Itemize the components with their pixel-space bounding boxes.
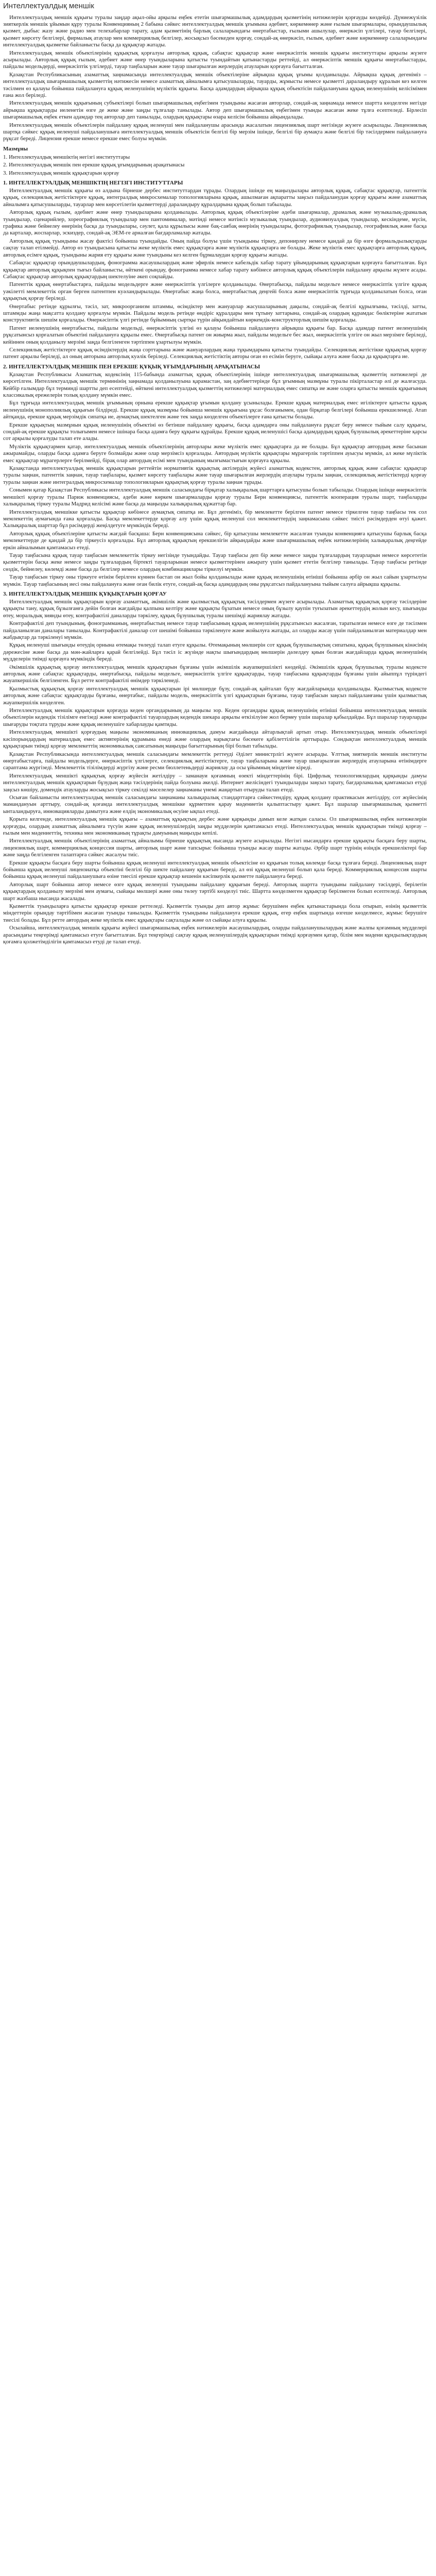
section-heading: 3. ИНТЕЛЛЕКТУАЛДЫҚ МЕНШІК ҚҰҚЫҚТАРЫН ҚОРҒАУ <box>3 590 167 597</box>
table-of-contents <box>3 146 427 177</box>
section-paragraph: Патенттік құқық өнертабыстарға, пайдалы модельдерге және өнеркәсіптік үлгілерге қолданылады. Өнертабысқа, пайдалы модельге немесе өнеркәсіптік үлгіге құқық уәкілетті мемлекеттік орган берген патентпен куәландырылады. Өнертабыс жаңа болса, өнертабыстық деңгейі болса және өнеркәсіптік тұрғыда қолданылатын болса, оған құқықтық қорғау беріледі. <box>3 281 427 302</box>
section-paragraph: Қылмыстық құқықтық қорғау интеллектуалдық меншік құқықтарын ірі мөлшерде бұзу, сондай-ақ қайталап бұзу жағдайларында қолданылады. Қылмыстық кодексте авторлық және сабақтас құқықтарды бұзғаны, өнертабыс, пайдалы модель, өнеркәсіптік үлгі құқықтарын бұзғаны, тауар таңбасын заңсыз пайдаланғаны үшін қылмыстық жауапкершілік көзделген. <box>3 685 427 706</box>
intro-paragraph: Интеллектуалдық меншік құқығы туралы заңдар ақыл-ойы арқылы еңбек ететін шығармашылық адамдардың қызметінің нәтижелерін қорғауды көздейді. Дүниежүзілік зияткерлік меншік ұйымын құру туралы Конвенцияның 2 бабына сәйкес интеллектуалдық меншік ұғымына әдебиет, көркемөнер және ғылым шығармалары, орындаушылық қызмет, дыбыс жазу және радио мен телехабарлар тарату, адам қызметінің барлық салаларындағы өнертабыстар, ғылыми ашылулар, өнеркәсіп үлгілері, тауар белгілері, қызмет көрсету белгілері, фирмалық атаулар мен коммерциялық белгілер, жосықсыз бәсекеден қорғау, сондай-ақ өнеркәсіп, ғылым, әдебиет және көркемөнер салаларындағы интеллектуалдық қызметке байланысты басқа да құқықтар жатады. <box>3 14 427 48</box>
section-paragraph: Интеллектуалдық меншік құқығы өз алдына бірнеше дербес институттардан тұрады. Олардың ішінде ең маңыздылары авторлық құқық, сабақтас құқықтар, патенттік құқық, селекциялық жетістіктерге құқық, интегралдық микросхемалар топологияларына құқық, ашылмаған ақпаратты заңсыз пайдаланудан қорғау құқығы және азаматтық айналымға қатысушыларды, тауарлар мен көрсетілетін қызметтерді дараландыру құралдарына құқық болып табылады. <box>3 188 427 208</box>
toc-title: Мазмұны <box>3 145 28 152</box>
intro-paragraph: Интеллектуалдық меншік объектілерін пайдалану құқық иеленуші мен пайдаланушы арасында жасалатын лицензиялық шарт негізінде жүзеге асырылады. Лицензиялық шартқа сәйкес құқық иеленуші пайдаланушыға интеллектуалдық меншік объектісін белгілі бір мерзім ішінде, белгілі бір аумақта және белгілі бір тәсілдермен пайдалануға рұқсат береді. Лицензия ерекше немесе ерекше емес болуы мүмкін. <box>3 122 427 142</box>
section-paragraph: Әкімшілік құқықтық қорғау интеллектуалдық меншік құқықтарын бұзғаны үшін әкімшілік жауапкершілікті көздейді. Әкімшілік құқық бұзушылық туралы кодексте авторлық және сабақтас құқықтарды, өнертабысқа, пайдалы модельге, өнеркәсіптік үлгіге құқықтарды, тауар таңбасына құқықтарды бұзғаны үшін айыппұл түріндегі жауапкершілік белгіленген. Бұл ретте контрафактілі өнімдер тәркіленеді. <box>3 664 427 684</box>
section-paragraph: Интеллектуалдық меншік құқықтарын қорғау азаматтық, әкімшілік және қылмыстық құқықтық тәсілдермен жүзеге асырылады. Азаматтық құқықтық қорғау тәсілдеріне құқықты тану, құқық бұзылғанға дейін болған жағдайды қалпына келтіру және құқықты бұзатын немесе оның бұзылу қаупін туғызатын әрекеттердің жолын кесу, шығынды өтеу, моральдық зиянды өтеу, контрафактілі даналарды тәркілеу, құқық бұзушылық туралы шешімді жариялау жатады. <box>3 598 427 619</box>
section-paragraph: Авторлық шарт бойынша автор немесе өзге құқық иеленуші туындыны пайдалану құқығын береді. Авторлық шартта туындыны пайдалану тәсілдері, берілетін құқықтардың қолданылу мерзімі мен аумағы, сыйақы мөлшері және оны төлеу тәртібі көзделуі тиіс. Шартта көзделмеген құқықтар берілмеген болып есептеледі. Авторлық шарт жазбаша нысанда жасалады. <box>3 881 427 902</box>
section-paragraph: Мүліктік құқықтармен қатар, интеллектуалдық меншік объектілерінің авторлары жеке мүліктік емес құқықтарға да ие болады. Бұл құқықтар автордың жеке басынан ажырамайды, оларды басқа адамға беруге болмайды және олар мерзімсіз қорғалады. Автордың мүліктік құқықтары мұрагерлік тәртіппен ауысуы мүмкін, ал жеке мүліктік емес құқықтар мұрагерлерге берілмейді, бірақ олар автордың есімі мен туындының мызғымастығын қорғауға құқылы. <box>3 443 427 464</box>
section-paragraph: Интеллектуалдық меншік объектілерінің азаматтық айналымы бірнеше құқықтық нысанда жүзеге асырылады. Негізгі нысандарға ерекше құқықты басқаға беру шарты, лицензиялық шарт, коммерциялық концессия шарты, авторлық шарт және тапсырыс бойынша туынды жасау шарты жатады. Әрбір шарт түрінің өзіндік ерекшеліктері бар және заңда белгіленген талаптарға сәйкес жасалуы тиіс. <box>3 838 427 858</box>
section-heading: 1. ИНТЕЛЛЕКТУАЛДЫҚ МЕНШІКТІҢ НЕГІЗГІ ИНСТИТУТТАРЫ <box>3 180 183 187</box>
section-paragraph: Интеллектуалдық меншік құқықтарын қорғауда кеден органдарының да маңызы зор. Кеден органдары құқық иеленушінің өтініші бойынша интеллектуалдық меншік объектілерін кедендік тізілімге енгізеді және контрафактілі тауарлардың кедендік шекара арқылы өткізілуіне жол бермеу үшін шаралар қабылдайды. Бұл шаралар тауарларды шығаруды тоқтата тұруды және құқық иеленушіге хабарлауды қамтиды. <box>3 707 427 727</box>
section-paragraph: Авторлық құқық объектілеріне қатысты жағдай басқаша: Берн конвенциясына сәйкес, бір қатысушы мемлекетте жасалған туынды конвенцияға қатысушы барлық басқа мемлекеттерде де қандай да бір тіркеусіз қорғалады. Бұл авторлық құқықтың ерекшелігін айқындайды және шығармашылық еңбек нәтижелерінің халықаралық деңгейде еркін айналымын қамтамасыз етеді. <box>3 530 427 551</box>
section <box>3 180 427 361</box>
section-heading: 2. ИНТЕЛЛЕКТУАЛДЫҚ МЕНШІК ПЕН ЕРЕКШЕ ҚҰҚЫҚ ҰҒЫМДАРЫНЫҢ АРАҚАТЫНАСЫ <box>3 363 260 370</box>
section-paragraph: Бұл тұрғыда интеллектуалдық меншік ұғымының орнына ерекше құқықтар ұғымын қолдану ұсынылады. Ерекше құқық материалдық емес игіліктерге қатысты құқық иеленушінің монополиялық құқығын білдіреді. Ерекше құқық мазмұны бойынша меншік құқығына ұқсас болғанымен, одан бірқатар белгілері бойынша ерекшеленеді. Атап айтқанда, ерекше құқық мерзімдік сипатқа ие, аумақтық шектелген және тек заңда көзделген объектілерге ғана қатысты болады. <box>3 400 427 420</box>
section-paragraph: Селекциялық жетістіктерге құқық өсімдіктердің жаңа сорттарына және жануарлардың жаңа тұқымдарына қатысты туындайды. Селекциялық жетістікке құқықтық қорғау патент арқылы беріледі, ал оның авторына авторлық куәлік беріледі. Селекциялық жетістіктің авторы оған өз есімін беруге, сыйақы алуға және басқа да құқықтарға ие. <box>3 346 427 360</box>
section-paragraph: Тауар таңбасын тіркеу оны тіркеуге өтінім берілген күннен бастап он жыл бойы қолданылады және құқық иеленушінің өтініші бойынша әрбір он жыл сайын ұзартылуы мүмкін. Тауар таңбасының иесі оны пайдалануға және оған билік етуге, сондай-ақ басқа адамдардың оны рұқсатсыз пайдалануына тыйым салуға айрықша құқылы. <box>3 574 427 587</box>
section-paragraph: Контрафактілі деп туындының, фонограмманың, өнертабыстың немесе тауар таңбасының құқық иеленушінің рұқсатынсыз жасалған, таратылған немесе өзге де тәсілмен пайдаланылған даналары танылады. Контрафактілі даналар сот шешімі бойынша тәркіленуге және жойылуға жатады, ал оларды жасау үшін пайдаланылған материалдар мен жабдықтар да тәркіленуі мүмкін. <box>3 620 427 640</box>
section-paragraph: Интеллектуалдық меншікті қорғаудың маңызы экономиканың инновациялық дамуы жағдайында айтарлықтай артып отыр. Интеллектуалдық меншік объектілері кәсіпорындардың материалдық емес активтерінің құрамына енеді және олардың нарықтағы бәсекеге қабілеттілігін арттырады. Сондықтан интеллектуалдық меншік құқықтарын тиімді қорғау мемлекеттің экономикалық саясатының маңызды бағыттарының бірі болып табылады. <box>3 729 427 750</box>
section-paragraph: Сабақтас құқықтар орындаушылардың, фонограмма жасаушылардың және эфирлік немесе кабельдік хабар тарату ұйымдарының құқықтарын қорғауға бағытталған. Бұл құқықтар авторлық құқықпен тығыз байланысты, өйткені орындау, фонограмма немесе хабар тарату көбінесе авторлық құқық объектілерін пайдалану арқылы жүзеге асады. Сабақтас құқықтар авторлық құқықтардың шектелуіне әкеп соқпайды. <box>3 260 427 280</box>
section <box>3 364 427 588</box>
section-paragraph: Ерекше құқықтың мазмұнын құқық иеленушінің объектіні өз бетінше пайдалану құқығы, басқа адамдарға оны пайдалануға рұқсат беру немесе тыйым салу құқығы, сондай-ақ ерекше құқықты толығымен немесе ішінара басқа адамға беру құқығы құрайды. Ерекше құқық иеленушісі басқа адамдардың құқық бұзушылық әрекеттеріне қарсы сот арқылы қорғалуды талап ете алады. <box>3 421 427 442</box>
toc-item[interactable]: 3. Интеллектуалдық меншік құқықтарын қорғау <box>3 170 119 176</box>
section-paragraph: Интеллектуалдық меншікті құқықтық қорғау жүйесін жетілдіру – заманауи қоғамның өзекті міндеттерінің бірі. Цифрлық технологиялардың қарқынды дамуы интеллектуалдық меншік құқықтарын бұзудың жаңа тәсілдерінің пайда болуына әкелді. Интернет желісіндегі туындыларды заңсыз тарату, бағдарламалық қамтамасыз етуді заңсыз көшіру, домендік атауларды жосықсыз тіркеу секілді мәселелер заңнаманы үнемі жаңартып отыруды талап етеді. <box>3 772 427 793</box>
section-paragraph: Сонымен қатар Қазақстан Республикасы интеллектуалдық меншік саласындағы бірқатар халықаралық шарттарға қатысушы болып табылады. Олардың ішінде өнеркәсіптік меншікті қорғау туралы Париж конвенциясы, әдеби және көркем шығармаларды қорғау туралы Берн конвенциясы, патенттік кооперация туралы шарт, таңбаларды халықаралық тіркеу туралы Мадрид келісімі және басқа да маңызды халықаралық құжаттар бар. <box>3 487 427 507</box>
section-paragraph: Осыған байланысты интеллектуалдық меншік саласындағы заңнаманы халықаралық стандарттарға сәйкестендіру, құқық қолдану практикасын жетілдіру, сот жүйесінің мамандануын арттыру, сондай-ақ қоғамда интеллектуалдық меншікке құрметпен қарау мәдениетін қалыптастыру қажет. Бұл шаралар шығармашылық қызметті ынталандыруға, инновацияларды дамытуға және елдің экономикалық өсуіне ықпал етеді. <box>3 794 427 815</box>
section-paragraph: Қазақстан Республикасы Азаматтық кодексінің 115-бабында азаматтық құқық объектілерінің ішінде интеллектуалдық шығармашылық қызметтің нәтижелері де көрсетілген. Интеллектуалдық меншік терминінің заңнамада қолданылуына қарамастан, заң әдебиеттерінде бұл ұғымның мазмұны туралы пікірталастар әлі де жалғасуда. Кейбір ғалымдар бұл терминді шартты деп есептейді, өйткені интеллектуалдық қызметтің нәтижелері материалдық емес сипатқа ие және оларға қатысты меншік құқығының классикалық ережелерін толық қолдану мүмкін емес. <box>3 371 427 398</box>
page-title: Интеллектуалдық меншік <box>3 2 94 10</box>
section-paragraph: Өнертабыс ретінде құрылғы, тәсіл, зат, микроорганизм штаммы, өсімдіктер мен жануарлар жасушаларының дақылы, сондай-ақ белгілі құрылғыны, тәсілді, затты, штаммды жаңа мақсатта қолдану қорғалуы мүмкін. Пайдалы модель ретінде өндіріс құралдары мен тұтыну заттарына, сондай-ақ олардың құрамдас бөліктеріне жататын конструктивтік шешім қорғалады. Өнеркәсіптік үлгі ретінде бұйымның сыртқы түрін айқындайтын көркемдік-конструкторлық шешім қорғалады. <box>3 303 427 324</box>
section-paragraph: Қорыта келгенде, интеллектуалдық меншік құқығы – азаматтық құқықтың дербес және қарқынды дамып келе жатқан саласы. Ол шығармашылық еңбек нәтижелерін қорғауды, олардың азаматтық айналымға түсуін және құқық иеленушілердің заңды мүдделерін қамтамасыз етеді. Интеллектуалдық меншік құқықтарын тиімді қорғау – ғылым мен мәдениеттің, техника мен экономиканың тұрақты дамуының маңызды кепілі. <box>3 816 427 836</box>
intro-paragraph: Интеллектуалдық меншік құқығының субъектілері болып шығармашылық еңбегімен туындыны жасаған авторлар, сондай-ақ заңнамада немесе шартта көзделген негізде айрықша құқықтарды иеленетін өзге де жеке және заңды тұлғалар танылады. Автор деп шығармашылық еңбегімен туынды жасаған жеке тұлға есептеледі. Бірлесіп шығармашылық еңбек еткен адамдар тең авторлар деп танылады, олардың құқықтары өзара келісім бойынша айқындалады. <box>3 100 427 121</box>
section-paragraph: Осылайша, интеллектуалдық меншік құқығы жүйесі шығармашылық еңбек нәтижелерін жасаушылардың, оларды пайдаланушылардың және жалпы қоғамның мүдделері арасындағы теңгерімді қамтамасыз етуге бағытталған. Бұл теңгерімді сақтау құқық иеленушілердің құқықтарын тиімді қорғаумен қатар, білім мен мәдени құндылықтардың қоғамға қолжетімділігін қамтамасыз етуді де талап етеді. <box>3 925 427 945</box>
section-paragraph: Патент иеленушінің өнертабысты, пайдалы модельді, өнеркәсіптік үлгіні өз қалауы бойынша пайдалануға айрықша құқығы бар. Басқа адамдар патент иеленушінің рұқсатынсыз қорғалатын объектіні пайдалануға құқылы емес. Өнертабысқа патент он жиырма жыл, пайдалы модельге бес жыл, өнеркәсіптік үлгіге он жыл мерзімге беріледі, кейіннен оның қолданылу мерзімі заңда белгіленген тәртіппен ұзартылуы мүмкін. <box>3 325 427 345</box>
section-paragraph: Құқық иеленуші шығынды өтеудің орнына өтемақы төлеуді талап етуге құқылы. Өтемақының мөлшерін сот құқық бұзушылықтың сипатына, құқық бұзушының кінәсінің дәрежесіне және басқа да мән-жайларға қарай белгілейді. Бұл тәсіл іс жүзінде нақты шығындардың мөлшерін дәлелдеу қиын болған жағдайларда құқық иеленушінің мүдделерін тиімді қорғауға мүмкіндік береді. <box>3 642 427 663</box>
toc-item[interactable]: 2. Интеллектуалдық меншік пен ерекше құқық ұғымдарының арақатынасы <box>3 162 185 168</box>
section-paragraph: Авторлық құқық ғылым, әдебиет және өнер туындыларына қолданылады. Авторлық құқық объектілеріне әдеби шығармалар, драмалық және музыкалық-драмалық туындылар, сценарийлер, хореографиялық туындылар мен пантомималар, мәтінді немесе мәтінсіз музыкалық туындылар, аудиовизуалдық туындылар, кескіндеме, мүсін, графика және бейнелеу өнерінің басқа да туындылары, сәулет, қала құрылысы және бақ-саябақ өнерінің туындылары, фотографиялық туындылар, географиялық және басқа да карталар, жоспарлар, эскиздер, сондай-ақ ЭЕМ-ге арналған бағдарламалар жатады. <box>3 209 427 236</box>
section-paragraph: Интеллектуалдық меншікке қатысты құқықтар көбінесе аумақтық сипатқа ие. Бұл дегеніміз, бір мемлекетте берілген патент немесе тіркелген тауар таңбасы тек сол мемлекеттің аумағында ғана қорғалады. Басқа мемлекеттерде қорғау алу үшін құқық иеленуші сол мемлекеттердің заңнамасына сәйкес тиісті рәсімдерден өтуі қажет. Халықаралық шарттар бұл рәсімдерді жеңілдетуге мүмкіндік береді. <box>3 509 427 529</box>
article <box>0 0 430 950</box>
section-paragraph: Ерекше құқықты басқаға беру шарты бойынша құқық иеленуші интеллектуалдық меншік объектісіне өз құқығын толық көлемде басқа тұлғаға береді. Лицензиялық шарт бойынша құқық иеленуші лицензиатқа объектіні белгілі бір шекте пайдалану құқығын береді, ал өзі құқық иеленуші болып қала береді. Коммерциялық концессия шарты бойынша құқық иеленуші пайдаланушыға өзіне тиесілі ерекше құқықтар кешенін кәсіпкерлік қызметте пайдалануға береді. <box>3 859 427 880</box>
intro <box>3 14 427 143</box>
intro-paragraph: Қазақстан Республикасының азаматтық заңнамасында интеллектуалдық меншік объектілеріне айрықша құқық ұғымы қолданылады. Айрықша құқық дегеніміз – интеллектуалдық шығармашылық қызметтің нәтижесін немесе азаматтық айналымға қатысушыларды, тауарды, жұмысты немесе қызметті дараландыру құралын кез келген тәсілмен өз қалауы бойынша пайдалануға құқық иеленушінің мүліктік құқығы. Басқа адамдардың айрықша құқық объектісін пайдалануына құқық иеленушінің келісімімен ғана жол беріледі. <box>3 71 427 98</box>
section-paragraph: Авторлық құқық туындыны жасау фактісі бойынша туындайды. Оның пайда болуы үшін туындыны тіркеу, депонирлеу немесе қандай да бір өзге формальдылықтарды сақтау талап етілмейді. Автор өз туындысына қатысты жеке мүліктік емес құқықтарға және мүліктік құқықтарға ие болады. Жеке мүліктік емес құқықтарға авторлық құқық, авторлық есімге құқық, туындыны жария ету құқығы және туындыны кез келген бұрмалаудан қорғау құқығы жатады. <box>3 238 427 258</box>
section <box>3 591 427 946</box>
section-paragraph: Қызметтік туындыларға қатысты құқықтар ерекше реттеледі. Қызметтік туынды деп автор жұмыс берушімен еңбек қатынастарында бола отырып, өзінің қызметтік міндеттерін орындау тәртібімен жасаған туынды танылады. Қызметтік туындыны пайдалануға ерекше құқық, егер еңбек шартында өзгеше көзделмесе, жұмыс берушіге тиесілі болады. Бұл ретте автордың жеке мүліктік емес құқықтары сақталады және ол сыйақы алуға құқылы. <box>3 903 427 923</box>
section-paragraph: Қазақстанда интеллектуалдық меншік құқықтарын реттейтін нормативтік құқықтық актілердің жүйесі азаматтық кодекстен, авторлық құқық және сабақтас құқықтар туралы заңнан, патенттік заңнан, тауар таңбалары, қызмет көрсету таңбалары және тауар шығарылған жерлердің атаулары туралы заңнан, селекциялық жетістіктерді қорғау туралы заңнан және интегралдық микросхемалар топологияларын құқықтық қорғау туралы заңнан тұрады. <box>3 465 427 485</box>
intro-paragraph: Интеллектуалдық меншік объектілерінің құқықтық қорғалуы авторлық құқық, сабақтас құқықтар және өнеркәсіптік меншік құқығы институттары арқылы жүзеге асырылады. Авторлық құқық ғылым, әдебиет және өнер туындыларына қатысты туындайтын қатынастарды реттейді, ал өнеркәсіптік меншік құқығы өнертабыстарды, пайдалы модельдерді, өнеркәсіптік үлгілерді, тауар таңбаларын және тауар шығарылған жерлердің атауларын қорғауға бағытталған. <box>3 49 427 70</box>
section-paragraph: Тауар таңбасына құқық тауар таңбасын мемлекеттік тіркеу негізінде туындайды. Тауар таңбасы деп бір жеке немесе заңды тұлғалардың тауарларын немесе көрсететін қызметтерін басқа жеке немесе заңды тұлғалардың біртекті тауарларынан немесе қызметтерінен ажырату үшін қызмет ететін белгілер танылады. Тауар таңбасы ретінде сөздік, бейнелеу, көлемді және басқа да белгілер немесе олардың комбинациялары тіркелуі мүмкін. <box>3 552 427 572</box>
section-paragraph: Қазақстан Республикасында интеллектуалдық меншік саласындағы мемлекеттік реттеуді Әділет министрлігі жүзеге асырады. Ұлттық зияткерлік меншік институты өнертабыстарға, пайдалы модельдерге, өнеркәсіптік үлгілерге, селекциялық жетістіктерге, тауар таңбаларына және тауар шығарылған жерлердің атауларына өтінімдерге сараптама жүргізеді. Мемлекеттік тізілімдерді жүргізу және ресми бюллетеньдерді жариялау да осы ұйымның міндетіне кіреді. <box>3 751 427 771</box>
toc-item[interactable]: 1. Интеллектуалдық меншіктің негізгі институттары <box>3 154 130 160</box>
